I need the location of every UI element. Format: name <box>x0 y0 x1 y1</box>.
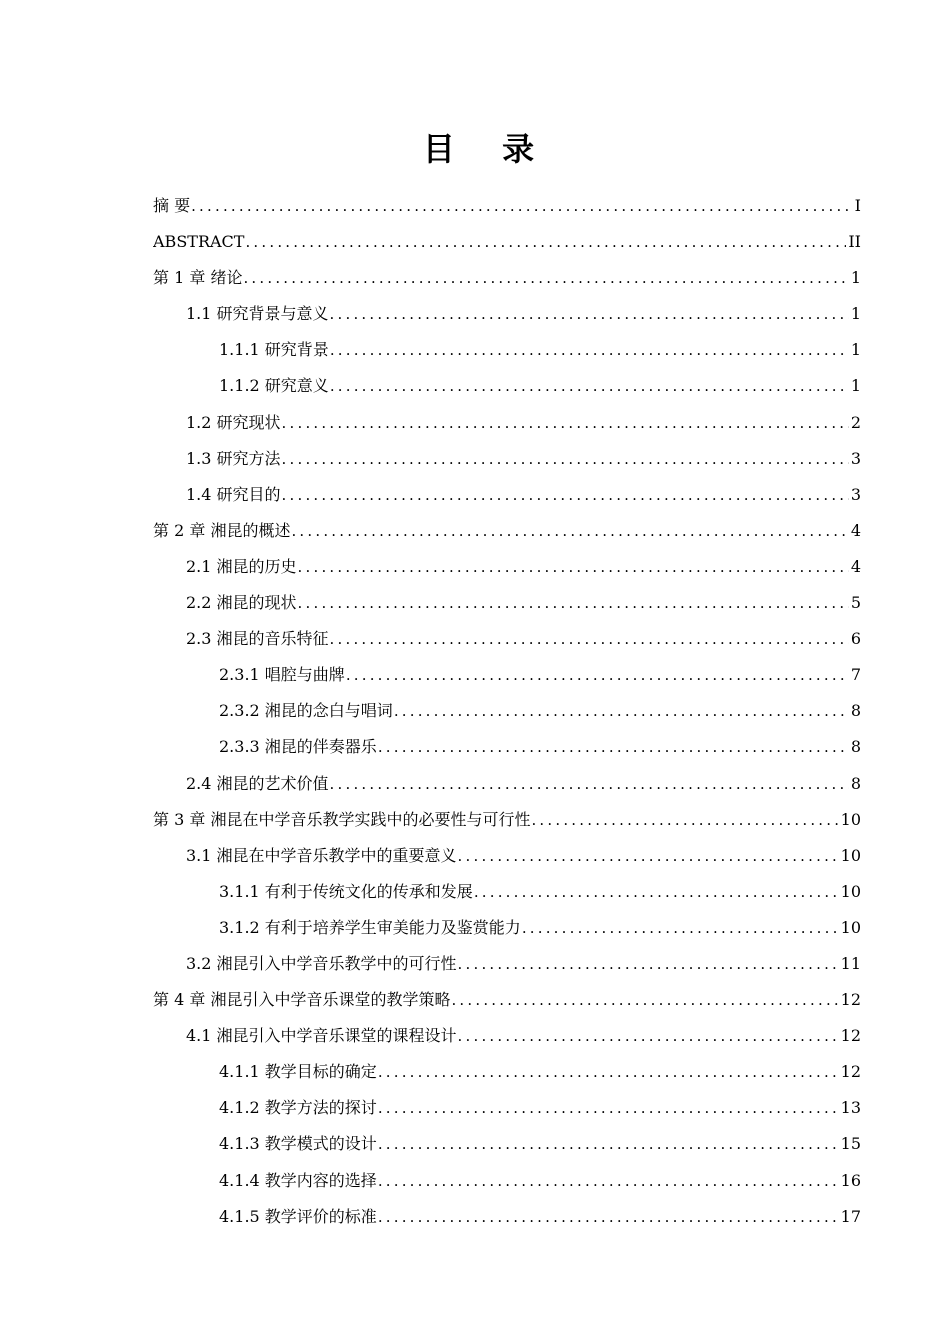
toc-dot-leader <box>522 910 839 946</box>
toc-page-number: 4 <box>850 556 861 576</box>
toc-page-number: 1 <box>850 268 861 288</box>
toc-page-number: 11 <box>840 953 861 973</box>
toc-entry-text: 2.3.3 湘昆的伴奏器乐 <box>219 737 377 757</box>
toc-entry[interactable] <box>153 1090 861 1126</box>
toc-page-number: 17 <box>840 1206 861 1226</box>
toc-dot-leader <box>191 188 853 224</box>
toc-entry[interactable] <box>153 910 861 946</box>
toc-entry-text: 1.1 研究背景与意义 <box>186 304 329 324</box>
toc-entry[interactable] <box>153 477 861 513</box>
toc-entry[interactable] <box>153 549 861 585</box>
toc-entry-text: 4.1 湘昆引入中学音乐课堂的课程设计 <box>186 1026 457 1046</box>
toc-dot-leader <box>474 874 839 910</box>
toc-dot-leader <box>458 946 839 982</box>
toc-dot-leader <box>531 802 838 838</box>
toc-dot-leader <box>282 477 849 513</box>
toc-page-number: 10 <box>840 845 861 865</box>
toc-entry[interactable] <box>153 513 861 549</box>
toc-entry[interactable] <box>153 657 861 693</box>
toc-dot-leader <box>378 1126 839 1162</box>
toc-entry[interactable] <box>153 874 861 910</box>
toc-entry-text: 1.4 研究目的 <box>186 484 281 504</box>
toc-entry[interactable] <box>153 1054 861 1090</box>
toc-dot-leader <box>298 549 849 585</box>
toc-entry-text: 3.1.1 有利于传统文化的传承和发展 <box>219 881 473 901</box>
toc-page-number: 1 <box>850 304 861 324</box>
toc-page-number: 13 <box>840 1098 861 1118</box>
toc-entry[interactable] <box>153 296 861 332</box>
toc-page-number: 15 <box>840 1134 861 1154</box>
toc-dot-leader <box>378 729 849 765</box>
toc-page-number: II <box>848 232 861 252</box>
toc-dot-leader <box>330 332 849 368</box>
toc-page-number: 12 <box>840 1026 861 1046</box>
toc-entry-text: 2.4 湘昆的艺术价值 <box>186 773 329 793</box>
toc-entry[interactable] <box>153 188 861 224</box>
toc-page-number: I <box>854 196 861 215</box>
toc-page-number: 12 <box>840 1062 861 1082</box>
toc-page-number: 3 <box>850 448 861 468</box>
toc-entry[interactable] <box>153 368 861 404</box>
toc-page-number: 7 <box>850 665 861 685</box>
toc-dot-leader <box>458 1018 839 1054</box>
toc-page-number: 1 <box>850 340 861 360</box>
toc-page-number: 6 <box>850 629 861 649</box>
toc-entry-text: 2.1 湘昆的历史 <box>186 556 297 576</box>
toc-page-number: 12 <box>840 990 861 1010</box>
toc-entry-text: ABSTRACT <box>153 232 245 252</box>
toc-entry-text: 第 2 章 湘昆的概述 <box>153 520 291 540</box>
toc-page-number: 16 <box>840 1170 861 1190</box>
toc-entry-text: 4.1.2 教学方法的探讨 <box>219 1098 377 1118</box>
toc-entry[interactable] <box>153 802 861 838</box>
toc-dot-leader <box>378 1199 839 1235</box>
toc-dot-leader <box>458 838 839 874</box>
toc-entry[interactable] <box>153 1126 861 1162</box>
toc-entry[interactable] <box>153 1018 861 1054</box>
toc-page-number: 10 <box>840 917 861 937</box>
toc-dot-leader <box>298 585 849 621</box>
toc-entry-text: 4.1.3 教学模式的设计 <box>219 1134 377 1154</box>
toc-entry[interactable] <box>153 260 861 296</box>
toc-entry-text: 2.3.2 湘昆的念白与唱词 <box>219 701 393 721</box>
toc-dot-leader <box>346 657 849 693</box>
toc-dot-leader <box>394 693 849 729</box>
toc-dot-leader <box>378 1163 839 1199</box>
toc-entry[interactable] <box>153 946 861 982</box>
toc-entry-text: 2.2 湘昆的现状 <box>186 593 297 613</box>
toc-entry-text: 1.2 研究现状 <box>186 412 281 432</box>
toc-page-number: 3 <box>850 484 861 504</box>
toc-entry-text: 4.1.4 教学内容的选择 <box>219 1170 377 1190</box>
toc-entry-text: 第 4 章 湘昆引入中学音乐课堂的教学策略 <box>153 990 451 1010</box>
toc-entry-text: 4.1.1 教学目标的确定 <box>219 1062 377 1082</box>
toc-entry[interactable] <box>153 1199 861 1235</box>
toc-page-number: 5 <box>850 593 861 613</box>
toc-entry[interactable] <box>153 838 861 874</box>
toc-dot-leader <box>330 766 849 802</box>
toc-dot-leader <box>245 224 846 260</box>
toc-entry-text: 2.3.1 唱腔与曲牌 <box>219 665 345 685</box>
toc-entry[interactable] <box>153 332 861 368</box>
toc-entry-text: 1.1.2 研究意义 <box>219 376 329 396</box>
toc-entry-text: 4.1.5 教学评价的标准 <box>219 1206 377 1226</box>
toc-entry[interactable] <box>153 441 861 477</box>
toc-entry[interactable] <box>153 224 861 260</box>
toc-entry-text: 3.1.2 有利于培养学生审美能力及鉴赏能力 <box>219 917 521 937</box>
toc-page-number: 8 <box>850 701 861 721</box>
toc-page-number: 10 <box>840 881 861 901</box>
toc-entry-text: 2.3 湘昆的音乐特征 <box>186 629 329 649</box>
toc-entry-text: 摘 要 <box>153 196 191 215</box>
toc-entry[interactable] <box>153 766 861 802</box>
toc-page-number: 4 <box>850 520 861 540</box>
toc-dot-leader <box>330 296 849 332</box>
toc-dot-leader <box>451 982 838 1018</box>
toc-entry[interactable] <box>153 405 861 441</box>
toc-entry-text: 3.1 湘昆在中学音乐教学中的重要意义 <box>186 845 457 865</box>
toc-dot-leader <box>282 441 849 477</box>
toc-dot-leader <box>282 405 849 441</box>
toc-page-number: 8 <box>850 773 861 793</box>
toc-entry[interactable] <box>153 621 861 657</box>
toc-title: 目 录 <box>422 130 553 168</box>
toc-entry-text: 第 1 章 绪论 <box>153 268 243 288</box>
toc-entry[interactable] <box>153 729 861 765</box>
toc-page-number: 1 <box>850 376 861 396</box>
toc-page-number: 8 <box>850 737 861 757</box>
toc-dot-leader <box>378 1054 839 1090</box>
toc-dot-leader <box>330 368 849 404</box>
toc-entry-text: 1.3 研究方法 <box>186 448 281 468</box>
toc-entry[interactable] <box>153 585 861 621</box>
toc-page-number: 10 <box>840 809 861 829</box>
toc-dot-leader <box>378 1090 839 1126</box>
toc-entry-text: 第 3 章 湘昆在中学音乐教学实践中的必要性与可行性 <box>153 809 531 829</box>
toc-entry[interactable] <box>153 1163 861 1199</box>
toc-entry-text: 1.1.1 研究背景 <box>219 340 329 360</box>
toc-dot-leader <box>243 260 848 296</box>
toc-entry[interactable] <box>153 982 861 1018</box>
toc-entry[interactable] <box>153 693 861 729</box>
toc-dot-leader <box>330 621 849 657</box>
toc-entry-text: 3.2 湘昆引入中学音乐教学中的可行性 <box>186 953 457 973</box>
toc-list <box>153 188 861 1235</box>
toc-dot-leader <box>291 513 848 549</box>
toc-page-number: 2 <box>850 412 861 432</box>
